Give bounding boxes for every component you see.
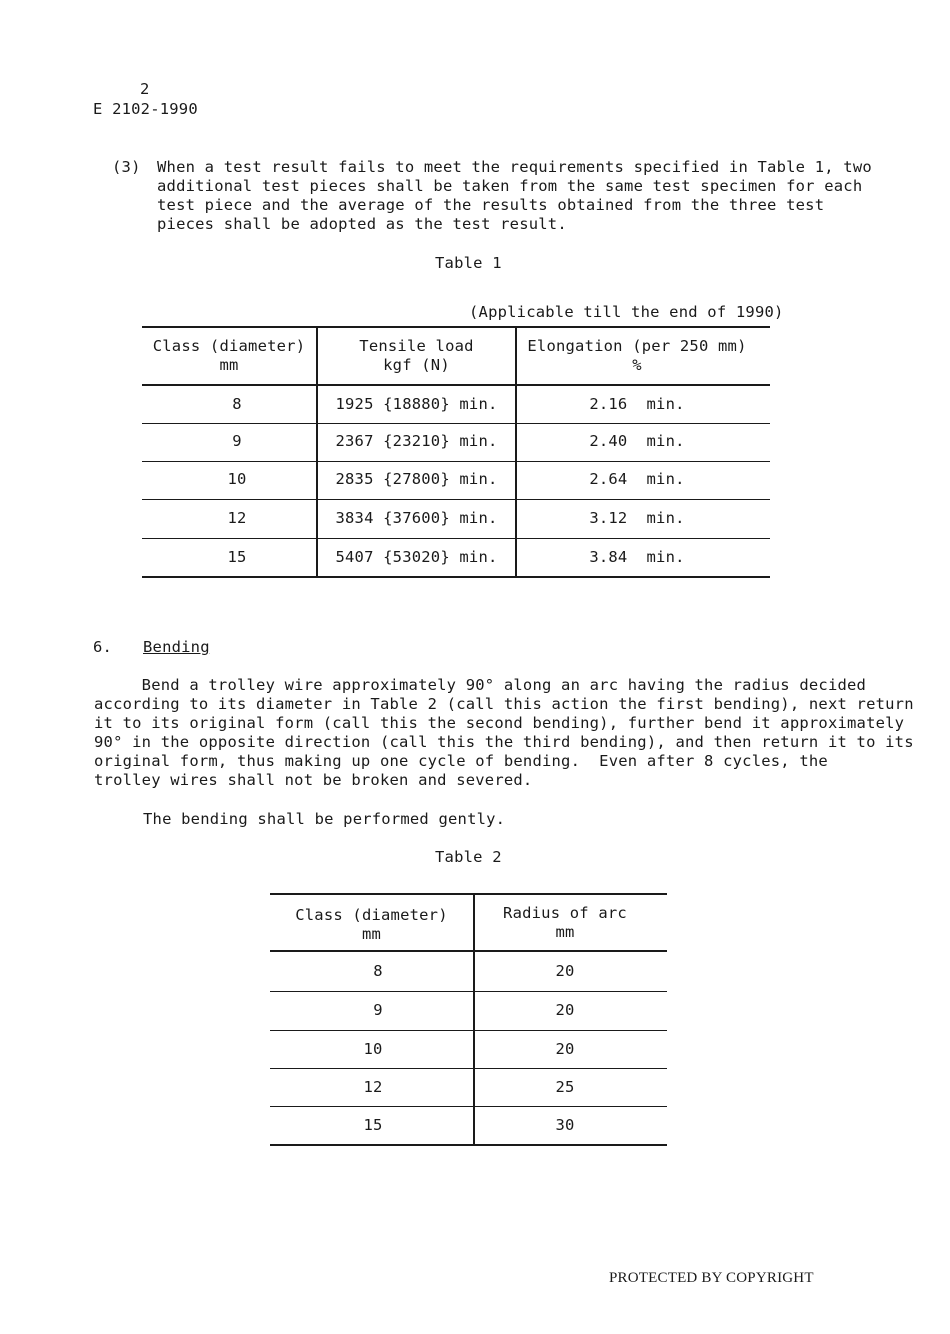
table-1-row-5-class: 15 (227, 548, 247, 566)
table-1-row-3-tensile: 2835 {27800} min. (335, 470, 498, 488)
item-3-line-1: When a test result fails to meet the requirements specified in Table 1, two (157, 158, 872, 176)
table-1-row-1-tensile: 1925 {18880} min. (335, 395, 498, 413)
section-6-line-6: trolley wires shall not be broken and severed. (94, 771, 533, 789)
table-2-header-radius-unit: mm (555, 923, 575, 941)
table-2-header-class: Class (diameter) (295, 906, 448, 924)
table-2-row-5-radius: 30 (555, 1116, 575, 1134)
copyright-notice: PROTECTED BY COPYRIGHT (609, 1270, 814, 1286)
document-id: E 2102-1990 (93, 100, 198, 118)
table-2-row-1-class: 8 (373, 962, 383, 980)
table-2-row-2-radius: 20 (555, 1001, 575, 1019)
table-2-title: Table 2 (435, 848, 502, 866)
table-1-row-4-class: 12 (227, 509, 247, 527)
table-1-row-1-class: 8 (232, 395, 242, 413)
item-3-line-2: additional test pieces shall be taken from the same test specimen for each (157, 177, 863, 195)
table-1-header-tensile-unit: kgf (N) (383, 356, 450, 374)
section-6-note: The bending shall be performed gently. (143, 810, 506, 828)
item-3-line-4: pieces shall be adopted as the test result. (157, 215, 567, 233)
table-2-header-class-unit: mm (361, 925, 382, 943)
table-1-row-2-tensile: 2367 {23210} min. (335, 432, 498, 450)
table-1-row-2-class: 9 (232, 432, 242, 450)
table-1-row-3-elongation: 2.64 min. (589, 470, 685, 488)
section-6-line-2: according to its diameter in Table 2 (call this action the first bending), next return (94, 695, 914, 713)
table-1-row-5-elongation: 3.84 min. (589, 548, 685, 566)
table-1-header-elongation: Elongation (per 250 mm) (527, 337, 747, 355)
table-2-row-5-class: 15 (363, 1116, 383, 1134)
item-3-line-3: test piece and the average of the results obtained from the three test (157, 196, 825, 214)
section-6-line-4: 90° in the opposite direction (call this the third bending), and then return it to its (94, 733, 914, 751)
page-number: 2 (140, 80, 150, 98)
table-2-row-2-class: 9 (373, 1001, 383, 1019)
item-3-label: (3) (112, 158, 141, 176)
section-6-line-5: original form, thus making up one cycle of bending. Even after 8 cycles, the (94, 752, 828, 770)
table-2-row-4-radius: 25 (555, 1078, 575, 1096)
table-1-header-class-unit: mm (219, 356, 239, 374)
section-6-number: 6. (93, 638, 113, 656)
table-1-row-4-elongation: 3.12 min. (589, 509, 685, 527)
table-2-row-4-class: 12 (363, 1078, 383, 1096)
table-1-note: (Applicable till the end of 1990) (469, 303, 784, 321)
table-2-header-radius: Radius of arc (503, 904, 627, 922)
table-2-row-3-radius: 20 (555, 1040, 575, 1058)
section-6-title: Bending (143, 638, 210, 656)
table-1-header-class: Class (diameter) (152, 337, 306, 355)
table-1-row-5-tensile: 5407 {53020} min. (335, 548, 498, 566)
table-1-row-4-tensile: 3834 {37600} min. (335, 509, 498, 527)
table-2-row-1-radius: 20 (555, 962, 575, 980)
table-1-title: Table 1 (435, 254, 502, 272)
table-1-row-1-elongation: 2.16 min. (589, 395, 685, 413)
section-6-line-1: Bend a trolley wire approximately 90° along an arc having the radius decided (94, 676, 867, 694)
section-6-line-3: it to its original form (call this the second bending), further bend it approximately (94, 714, 905, 732)
table-2-row-3-class: 10 (363, 1040, 383, 1058)
table-1-row-2-elongation: 2.40 min. (589, 432, 685, 450)
table-1-row-3-class: 10 (227, 470, 247, 488)
table-1-header-elongation-unit: % (632, 356, 642, 374)
table-1-header-tensile: Tensile load (359, 337, 474, 355)
